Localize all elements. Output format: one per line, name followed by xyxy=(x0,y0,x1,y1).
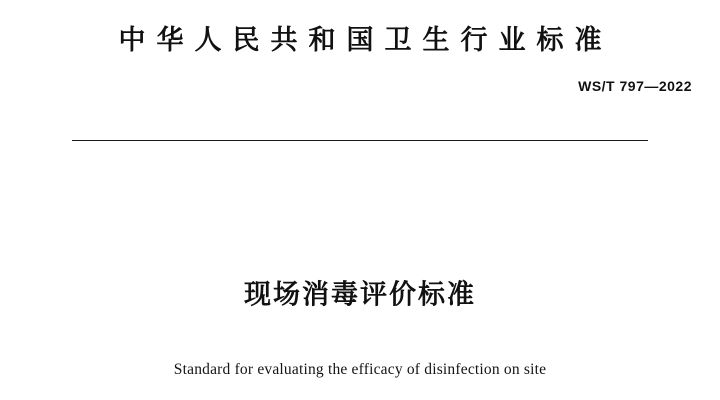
standard-header-title: 中华人民共和国卫生行业标准 xyxy=(118,25,613,55)
page-subtitle-english: Standard for evaluating the efficacy of disinfection on site xyxy=(173,361,547,378)
header-divider xyxy=(72,140,648,141)
standard-number: WS/T 797—2022 xyxy=(578,78,692,94)
page-title: 现场消毒评价标准 xyxy=(244,279,476,310)
